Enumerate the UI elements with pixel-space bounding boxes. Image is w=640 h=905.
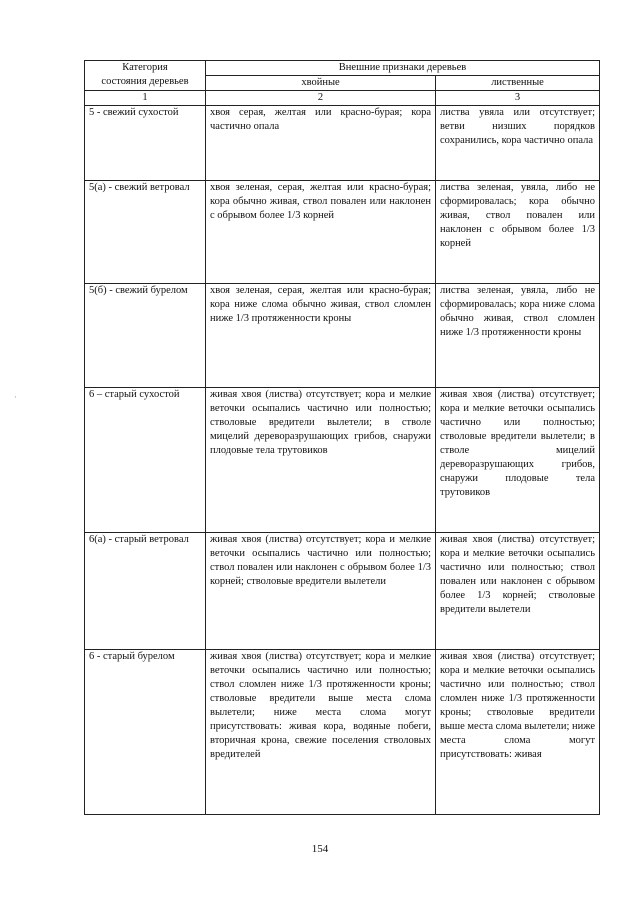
- table-row: [85, 181, 600, 284]
- row-category: 5 - свежий сухостой: [85, 106, 206, 181]
- row-deciduous: живая хвоя (листва) отсутствует; кора и мелкие веточки осыпались частично или полностью; ствол повален или наклонен с обрывом более 1/3 корней; стволовые вредители вылетели: [436, 533, 600, 650]
- header-category-line1: Категория: [122, 62, 168, 73]
- header-features: Внешние признаки деревьев: [206, 61, 600, 76]
- header-num-1: 1: [85, 91, 206, 106]
- table-row: [85, 284, 600, 388]
- table-row: [85, 388, 600, 533]
- header-deciduous: лиственные: [436, 76, 600, 91]
- row-conifer: живая хвоя (листва) отсутствует; кора и мелкие веточки осыпались частично или полностью; ствол сломлен ниже 1/3 протяженности кроны; стволовые вредители выше места слома вылетели; ниже места слома могут присутствовать: живая кора, водяные побеги, вторичная крона, свежие поселения стволовых вредителей: [206, 650, 436, 815]
- header-num-3: 3: [436, 91, 600, 106]
- row-conifer: хвоя зеленая, серая, желтая или красно-бурая; кора ниже слома обычно живая, ствол сломлен ниже 1/3 протяженности кроны: [206, 284, 436, 388]
- row-category: 5(б) - свежий бурелом: [85, 284, 206, 388]
- header-row-1: [85, 61, 600, 76]
- row-category: 6 – старый сухостой: [85, 388, 206, 533]
- row-deciduous: листва зеленая, увяла, либо не сформировалась; кора обычно живая, ствол повален или наклонен с обрывом более 1/3 корней: [436, 181, 600, 284]
- table-row: [85, 106, 600, 181]
- row-category: 6(а) - старый ветровал: [85, 533, 206, 650]
- row-deciduous: живая хвоя (листва) отсутствует; кора и мелкие веточки осыпались частично или полностью; стволовые вредители вылетели; в стволе мицелий дереворазрушающих грибов, снаружи плодовые тела трутовиков: [436, 388, 600, 533]
- row-deciduous: живая хвоя (листва) отсутствует; кора и мелкие веточки осыпались частично или полностью; ствол сломлен ниже 1/3 протяженности кроны; стволовые вредители выше места слома вылетели; ниже места слома могут присутствовать: живая: [436, 650, 600, 815]
- table-row: [85, 650, 600, 815]
- header-num-2: 2: [206, 91, 436, 106]
- header-row-numbers: [85, 91, 600, 106]
- row-deciduous: листва зеленая, увяла, либо не сформировалась; кора ниже слома обычно живая, ствол сломлен ниже 1/3 протяженности кроны: [436, 284, 600, 388]
- row-conifer: живая хвоя (листва) отсутствует; кора и мелкие веточки осыпались частично или полностью; стволовые вредители вылетели; в стволе мицелий дереворазрушающих грибов, снаружи плодовые тела трутовиков: [206, 388, 436, 533]
- page-number: 154: [311, 843, 329, 855]
- header-conifer: хвойные: [206, 76, 436, 91]
- row-conifer: хвоя серая, желтая или красно-бурая; кора частично опала: [206, 106, 436, 181]
- tree-condition-table: [84, 60, 600, 815]
- margin-mark: ·: [14, 392, 17, 402]
- header-category: [85, 61, 206, 91]
- table-row: [85, 533, 600, 650]
- row-category: 6 - старый бурелом: [85, 650, 206, 815]
- row-category: 5(а) - свежий ветровал: [85, 181, 206, 284]
- header-category-line2: состояния деревьев: [101, 76, 189, 87]
- row-deciduous: листва увяла или отсутствует; ветви низших порядков сохранились, кора частично опала: [436, 106, 600, 181]
- row-conifer: хвоя зеленая, серая, желтая или красно-бурая; кора обычно живая, ствол повален или наклонен с обрывом более 1/3 корней: [206, 181, 436, 284]
- row-conifer: живая хвоя (листва) отсутствует; кора и мелкие веточки осыпались частично или полностью; ствол повален или наклонен с обрывом более 1/3 корней; стволовые вредители вылетели: [206, 533, 436, 650]
